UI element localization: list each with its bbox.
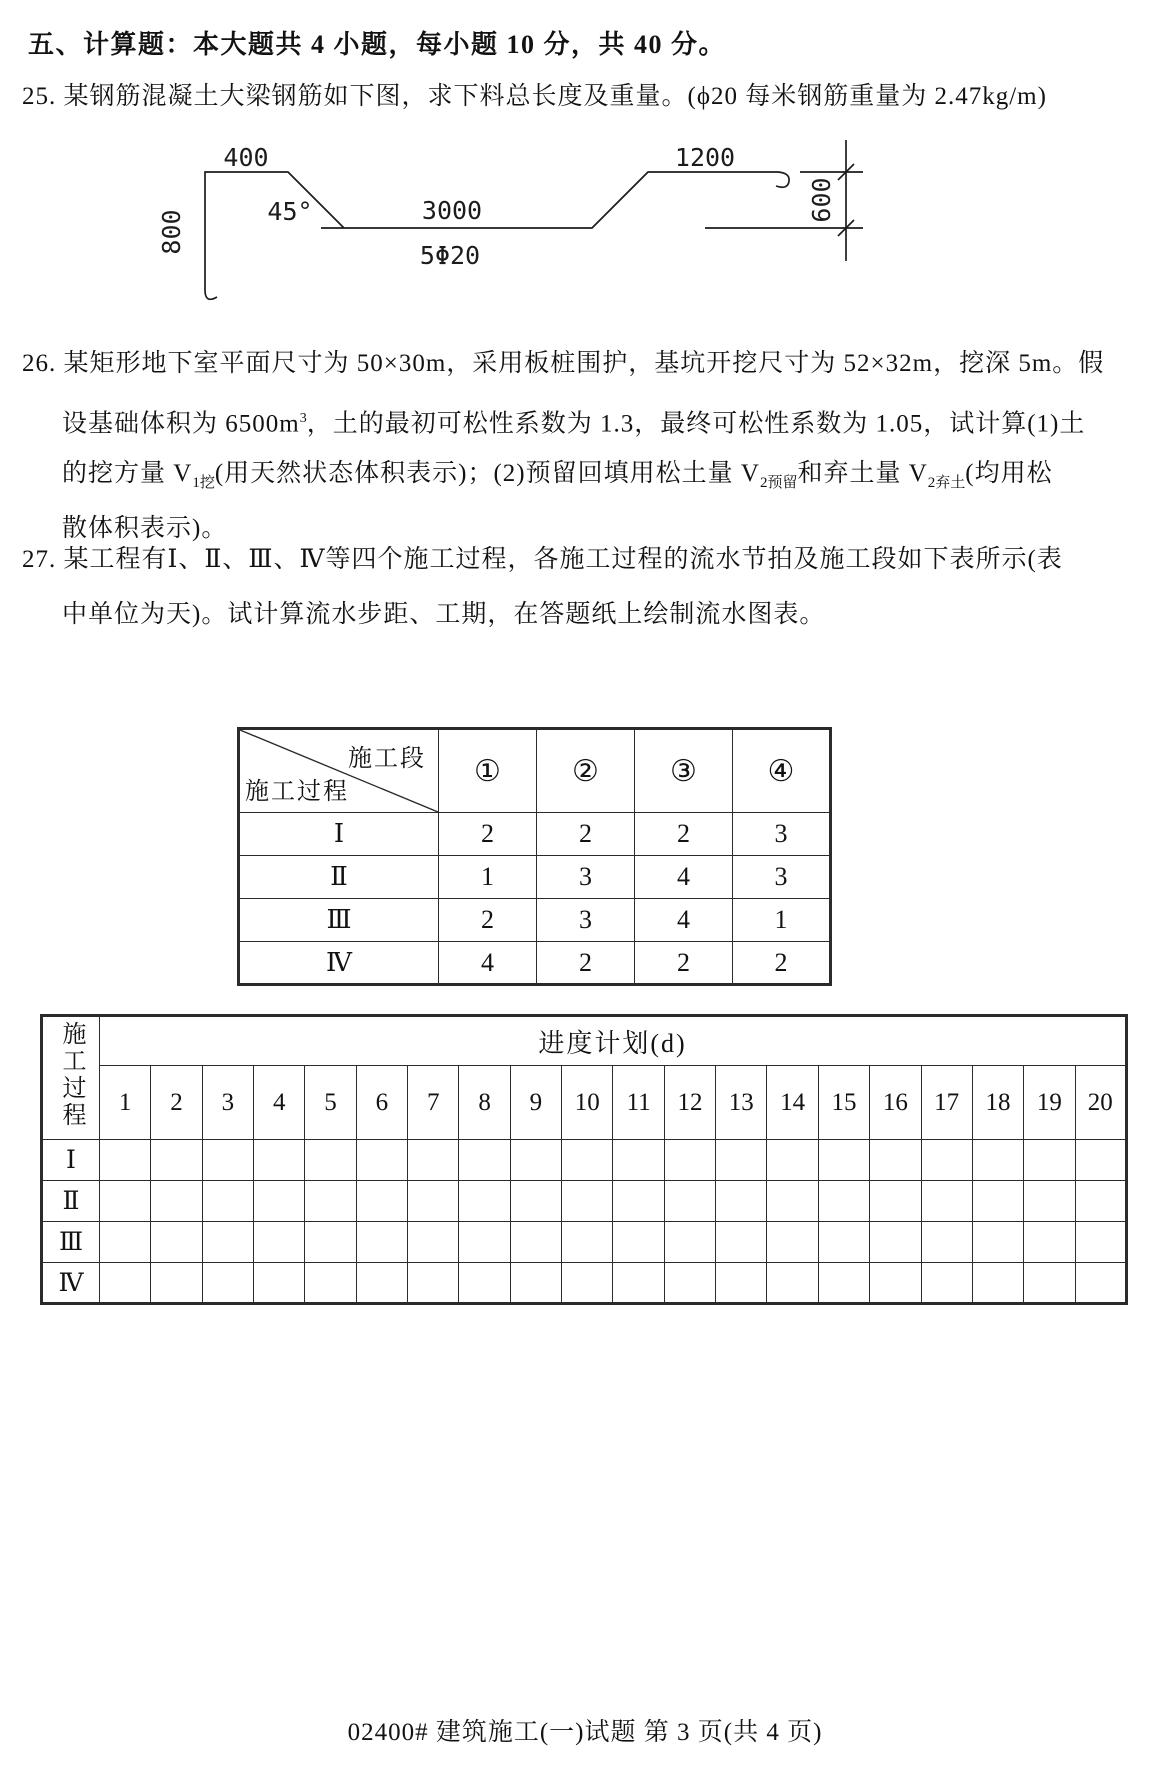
schedule-cell bbox=[562, 1222, 613, 1263]
t1-corner-cell bbox=[239, 729, 439, 813]
t2-day-header: 15 bbox=[818, 1066, 869, 1140]
t2-day-header: 20 bbox=[1075, 1066, 1126, 1140]
t1-row-label: Ⅲ bbox=[239, 899, 439, 942]
text-part: (用天然状态体积表示)；(2)预留回填用松土量 V bbox=[214, 460, 760, 487]
t2-row-label: Ⅲ bbox=[42, 1222, 100, 1263]
schedule-cell bbox=[767, 1140, 818, 1181]
q26-line2 bbox=[22, 391, 1104, 446]
schedule-cell bbox=[510, 1263, 561, 1304]
schedule-cell bbox=[716, 1222, 767, 1263]
t1-row-label: Ⅳ bbox=[239, 942, 439, 985]
schedule-cell bbox=[1075, 1181, 1126, 1222]
schedule-cell bbox=[356, 1140, 407, 1181]
schedule-cell bbox=[613, 1140, 664, 1181]
rebar-shape bbox=[205, 172, 789, 299]
t2-day-header: 13 bbox=[716, 1066, 767, 1140]
schedule-cell bbox=[767, 1181, 818, 1222]
t1-col-header: ④ bbox=[733, 729, 831, 813]
t2-header-row bbox=[42, 1016, 1127, 1066]
t2-day-header: 5 bbox=[305, 1066, 356, 1140]
schedule-cell bbox=[870, 1263, 921, 1304]
t1-row-label: Ⅰ bbox=[239, 813, 439, 856]
schedule-cell bbox=[459, 1181, 510, 1222]
text-part: 的挖方量 V bbox=[62, 460, 193, 487]
schedule-cell bbox=[305, 1140, 356, 1181]
table-row bbox=[239, 813, 831, 856]
schedule-cell bbox=[254, 1140, 305, 1181]
rebar-diagram bbox=[140, 128, 880, 323]
text-part: (均用松 bbox=[965, 460, 1053, 487]
t2-day-header: 11 bbox=[613, 1066, 664, 1140]
schedule-cell bbox=[767, 1263, 818, 1304]
schedule-cell bbox=[716, 1140, 767, 1181]
schedule-cell bbox=[202, 1263, 253, 1304]
schedule-cell bbox=[818, 1181, 869, 1222]
schedule-cell bbox=[408, 1181, 459, 1222]
schedule-cell bbox=[305, 1263, 356, 1304]
schedule-cell bbox=[562, 1140, 613, 1181]
schedule-cell bbox=[459, 1140, 510, 1181]
schedule-table bbox=[40, 1014, 1128, 1305]
schedule-cell bbox=[151, 1140, 202, 1181]
schedule-cell bbox=[613, 1222, 664, 1263]
schedule-cell bbox=[356, 1263, 407, 1304]
schedule-cell bbox=[100, 1263, 151, 1304]
schedule-cell bbox=[972, 1263, 1023, 1304]
schedule-cell bbox=[408, 1140, 459, 1181]
schedule-cell bbox=[408, 1263, 459, 1304]
t2-row-label: Ⅳ bbox=[42, 1263, 100, 1304]
schedule-row bbox=[42, 1181, 1127, 1222]
schedule-cell bbox=[510, 1222, 561, 1263]
schedule-cell bbox=[254, 1263, 305, 1304]
schedule-cell bbox=[767, 1222, 818, 1263]
schedule-row bbox=[42, 1263, 1127, 1304]
schedule-cell bbox=[151, 1181, 202, 1222]
schedule-cell bbox=[664, 1263, 715, 1304]
t1-col-header: ① bbox=[439, 729, 537, 813]
schedule-cell bbox=[254, 1181, 305, 1222]
t1-cell: 3 bbox=[733, 856, 831, 899]
schedule-cell bbox=[921, 1140, 972, 1181]
t1-cell: 4 bbox=[635, 899, 733, 942]
schedule-cell bbox=[510, 1181, 561, 1222]
schedule-cell bbox=[1024, 1140, 1075, 1181]
t2-day-header: 7 bbox=[408, 1066, 459, 1140]
t1-cell: 2 bbox=[733, 942, 831, 985]
q27-line2: 中单位为天)。试计算流水步距、工期，在答题纸上绘制流水图表。 bbox=[62, 601, 826, 628]
t2-day-header: 12 bbox=[664, 1066, 715, 1140]
t2-day-header: 14 bbox=[767, 1066, 818, 1140]
schedule-cell bbox=[305, 1222, 356, 1263]
text-part: ，土的最初可松性系数为 1.3，最终可松性系数为 1.05，试计算(1)土 bbox=[306, 410, 1086, 438]
t1-cell: 2 bbox=[537, 813, 635, 856]
schedule-cell bbox=[459, 1222, 510, 1263]
schedule-cell bbox=[254, 1222, 305, 1263]
t1-cell: 3 bbox=[537, 899, 635, 942]
schedule-cell bbox=[100, 1222, 151, 1263]
question-26 bbox=[22, 336, 1104, 556]
t2-day-header: 16 bbox=[870, 1066, 921, 1140]
t1-cell: 2 bbox=[635, 813, 733, 856]
t2-row-label: Ⅱ bbox=[42, 1181, 100, 1222]
dim-label-1200: 1200 bbox=[674, 143, 736, 172]
schedule-cell bbox=[664, 1181, 715, 1222]
subscript: 1挖 bbox=[192, 475, 215, 491]
dim-label-3000: 3000 bbox=[421, 196, 483, 225]
q27-line1: 27. 某工程有Ⅰ、Ⅱ、Ⅲ、Ⅳ等四个施工过程，各施工过程的流水节拍及施工段如下表所示(表 bbox=[22, 546, 1063, 573]
t1-cell: 2 bbox=[537, 942, 635, 985]
schedule-cell bbox=[202, 1181, 253, 1222]
schedule-cell bbox=[356, 1181, 407, 1222]
superscript: 3 bbox=[299, 411, 307, 426]
t1-corner-label-bottom: 施工过程 bbox=[245, 779, 349, 805]
schedule-cell bbox=[972, 1181, 1023, 1222]
schedule-cell bbox=[100, 1140, 151, 1181]
t1-cell: 4 bbox=[439, 942, 537, 985]
t1-cell: 1 bbox=[733, 899, 831, 942]
t2-corner-label: 施工过程 bbox=[58, 1020, 84, 1129]
q26-line3 bbox=[22, 446, 1104, 501]
t1-cell: 1 bbox=[439, 856, 537, 899]
t1-corner-label-top: 施工段 bbox=[348, 746, 426, 772]
schedule-cell bbox=[356, 1222, 407, 1263]
text-part: 和弃土量 V bbox=[797, 460, 928, 487]
dim-label-800: 800 bbox=[157, 209, 186, 255]
schedule-cell bbox=[716, 1263, 767, 1304]
t1-row-label: Ⅱ bbox=[239, 856, 439, 899]
table-row bbox=[239, 942, 831, 985]
subscript: 2预留 bbox=[759, 475, 798, 491]
t1-cell: 4 bbox=[635, 856, 733, 899]
schedule-row bbox=[42, 1140, 1127, 1181]
q26-line4: 散体积表示)。 bbox=[62, 515, 228, 542]
schedule-cell bbox=[818, 1140, 869, 1181]
schedule-cell bbox=[972, 1222, 1023, 1263]
t2-day-header: 6 bbox=[356, 1066, 407, 1140]
schedule-cell bbox=[1024, 1181, 1075, 1222]
schedule-cell bbox=[100, 1181, 151, 1222]
schedule-cell bbox=[921, 1222, 972, 1263]
t2-day-numbers-row bbox=[42, 1066, 1127, 1140]
section-title: 五、计算题：本大题共 4 小题，每小题 10 分，共 40 分。 bbox=[28, 30, 727, 59]
q26-line1: 26. 某矩形地下室平面尺寸为 50×30m，采用板桩围护，基坑开挖尺寸为 52×32m，挖深 5m。假 bbox=[22, 350, 1105, 377]
question-27 bbox=[22, 532, 1063, 642]
schedule-cell bbox=[870, 1222, 921, 1263]
t1-header-row bbox=[239, 729, 831, 813]
schedule-cell bbox=[870, 1140, 921, 1181]
schedule-cell bbox=[510, 1140, 561, 1181]
dim-label-600: 600 bbox=[807, 177, 836, 223]
t2-day-header: 4 bbox=[254, 1066, 305, 1140]
schedule-cell bbox=[1075, 1263, 1126, 1304]
t1-col-header: ② bbox=[537, 729, 635, 813]
schedule-cell bbox=[408, 1222, 459, 1263]
schedule-cell bbox=[151, 1222, 202, 1263]
t1-cell: 2 bbox=[439, 899, 537, 942]
t2-day-header: 3 bbox=[202, 1066, 253, 1140]
schedule-cell bbox=[972, 1140, 1023, 1181]
schedule-cell bbox=[1024, 1263, 1075, 1304]
t2-corner-cell bbox=[42, 1016, 100, 1140]
table-row bbox=[239, 899, 831, 942]
t1-col-header: ③ bbox=[635, 729, 733, 813]
table-row bbox=[239, 856, 831, 899]
t2-day-header: 10 bbox=[562, 1066, 613, 1140]
schedule-cell bbox=[562, 1263, 613, 1304]
t2-day-header: 19 bbox=[1024, 1066, 1075, 1140]
t2-day-header: 17 bbox=[921, 1066, 972, 1140]
schedule-cell bbox=[562, 1181, 613, 1222]
dim-label-400: 400 bbox=[223, 143, 269, 172]
t2-day-header: 1 bbox=[100, 1066, 151, 1140]
schedule-cell bbox=[818, 1222, 869, 1263]
flow-rhythm-table bbox=[237, 727, 832, 986]
schedule-cell bbox=[716, 1181, 767, 1222]
t2-day-header: 9 bbox=[510, 1066, 561, 1140]
t2-plan-header: 进度计划(d) bbox=[100, 1016, 1127, 1066]
t1-cell: 3 bbox=[733, 813, 831, 856]
text-part: 设基础体积为 6500m bbox=[62, 410, 300, 438]
schedule-cell bbox=[921, 1181, 972, 1222]
subscript: 2弃土 bbox=[927, 475, 966, 491]
t2-day-header: 2 bbox=[151, 1066, 202, 1140]
schedule-cell bbox=[818, 1263, 869, 1304]
schedule-cell bbox=[613, 1181, 664, 1222]
t2-row-label: Ⅰ bbox=[42, 1140, 100, 1181]
angle-label-45: 45° bbox=[267, 197, 313, 226]
schedule-cell bbox=[202, 1222, 253, 1263]
schedule-cell bbox=[151, 1263, 202, 1304]
t1-cell: 2 bbox=[439, 813, 537, 856]
page-footer: 02400# 建筑施工(一)试题 第 3 页(共 4 页) bbox=[347, 1719, 823, 1746]
bar-spec-label: 5Φ20 bbox=[419, 241, 481, 270]
schedule-cell bbox=[1075, 1140, 1126, 1181]
question-25: 25. 某钢筋混凝土大梁钢筋如下图，求下料总长度及重量。(ϕ20 每米钢筋重量为 2.47kg/m) bbox=[22, 83, 1047, 110]
schedule-row bbox=[42, 1222, 1127, 1263]
t1-cell: 2 bbox=[635, 942, 733, 985]
schedule-cell bbox=[613, 1263, 664, 1304]
schedule-cell bbox=[870, 1181, 921, 1222]
schedule-cell bbox=[305, 1181, 356, 1222]
schedule-cell bbox=[921, 1263, 972, 1304]
t2-day-header: 18 bbox=[972, 1066, 1023, 1140]
schedule-cell bbox=[1024, 1222, 1075, 1263]
schedule-cell bbox=[1075, 1222, 1126, 1263]
schedule-cell bbox=[459, 1263, 510, 1304]
schedule-cell bbox=[664, 1222, 715, 1263]
schedule-cell bbox=[202, 1140, 253, 1181]
t2-day-header: 8 bbox=[459, 1066, 510, 1140]
t1-cell: 3 bbox=[537, 856, 635, 899]
schedule-cell bbox=[664, 1140, 715, 1181]
